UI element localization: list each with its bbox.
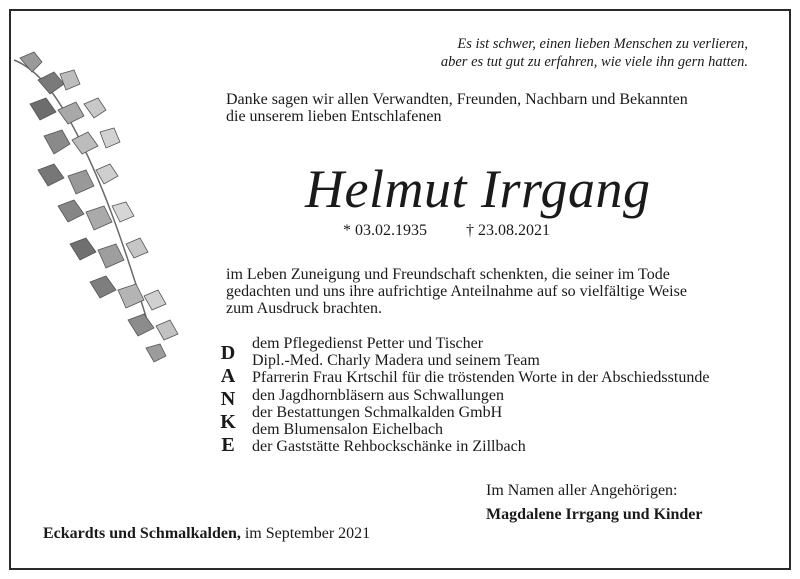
intro-text <box>226 91 688 125</box>
intro-line-2: die unserem lieben Entschlafenen <box>226 108 442 125</box>
danke-letter-d: D <box>220 342 236 364</box>
signature <box>486 479 702 527</box>
danke-letter-e: E <box>221 434 235 456</box>
death-date: † 23.08.2021 <box>466 222 550 239</box>
list-item: der Gaststätte Rehbockschänke in Zillbach <box>252 438 526 456</box>
ivy-vine-illustration <box>0 0 200 380</box>
place-date <box>43 525 370 542</box>
list-item: Dipl.-Med. Charly Madera und seinem Team <box>252 352 540 370</box>
quote <box>441 35 748 71</box>
list-item: Pfarrerin Frau Krtschil für die tröstenden Worte in der Abschiedsstunde <box>252 369 710 387</box>
danke-letter-a: A <box>220 365 236 387</box>
signature-line-1: Im Namen aller Angehörigen: <box>486 482 678 499</box>
list-item: dem Pflegedienst Petter und Tischer <box>252 335 484 352</box>
danke-letter-n: N <box>220 388 236 410</box>
thanks-line-1: im Leben Zuneigung und Freundschaft schenkten, die seiner im Tode <box>226 266 670 283</box>
thanks-text <box>226 266 687 317</box>
thanks-line-3: zum Ausdruck brachten. <box>226 300 382 317</box>
deceased-name: Helmut Irrgang <box>305 159 651 219</box>
birth-date: * 03.02.1935 <box>343 222 427 239</box>
thanks-line-2: gedachten und uns ihre aufrichtige Anteilnahme auf so vielfältige Weise <box>226 283 687 300</box>
list-item: den Jagdhornbläsern aus Schwallungen <box>252 386 504 404</box>
quote-line-2: aber es tut gut zu erfahren, wie viele ihn gern hatten. <box>440 54 748 70</box>
danke-letter-k: K <box>220 411 236 433</box>
list-item: der Bestattungen Schmalkalden GmbH <box>252 403 503 421</box>
place: Eckardts und Schmalkalden, <box>43 525 241 542</box>
list-item: dem Blumensalon Eichelbach <box>252 421 444 439</box>
danke-list <box>252 335 709 455</box>
signature-names: Magdalene Irrgang und Kinder <box>486 506 703 523</box>
quote-line-1: Es ist schwer, einen lieben Menschen zu verlieren, <box>457 36 748 52</box>
intro-line-1: Danke sagen wir allen Verwandten, Freunden, Nachbarn und Bekannten <box>226 91 688 108</box>
date: im September 2021 <box>240 525 371 542</box>
